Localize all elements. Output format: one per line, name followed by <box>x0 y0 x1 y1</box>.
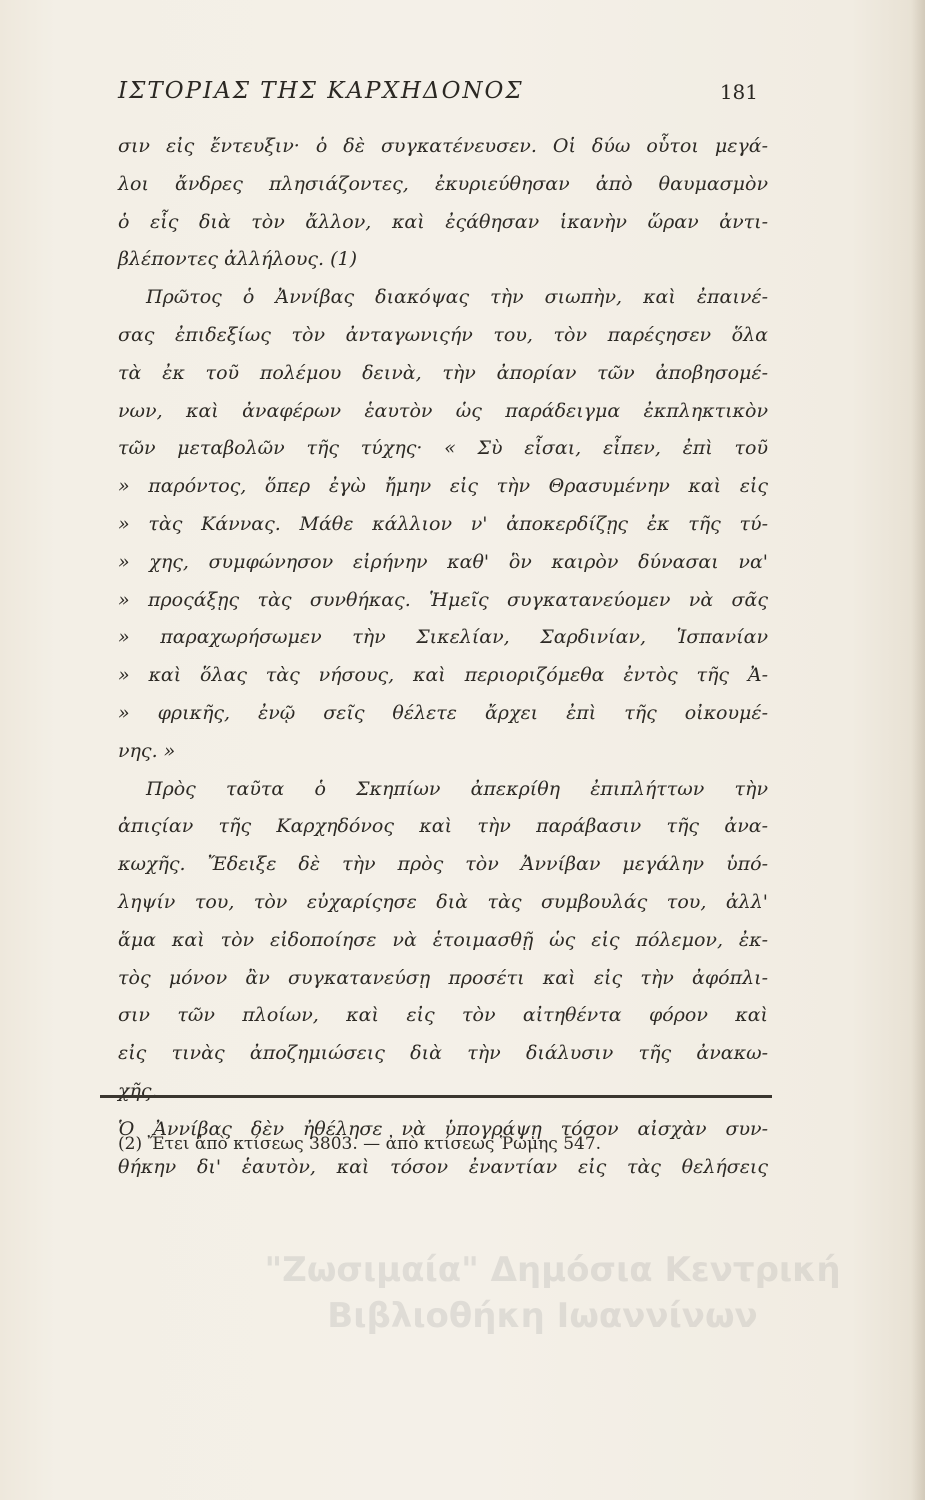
footnote: (2) Ἔτει ἀπὸ κτίσεως 3803. — ἀπὸ κτίσεως Ῥώμης 547. <box>118 1134 602 1154</box>
text-line: ληψίν του, τὸν εὐχαρίςησε διὰ τὰς συμβουλάς του, ἀλλ' <box>118 890 768 913</box>
text-line: » παραχωρήσωμεν τὴν Σικελίαν, Σαρδινίαν, Ἱσπανίαν <box>118 626 768 649</box>
text-line: » τὰς Κάννας. Μάθε κάλλιον ν' ἀποκερδίζῃς ἐκ τῆς τύ- <box>118 512 768 535</box>
footnote-rule <box>100 1095 772 1098</box>
text-line: εἰς τινὰς ἀποζημιώσεις διὰ τὴν διάλυσιν τῆς ἀνακω- <box>118 1042 768 1065</box>
text-line: σιν εἰς ἔντευξιν· ὁ δὲ συγκατένευσεν. Οἱ δύω οὗτοι μεγά- <box>118 135 768 157</box>
text-line: κωχῆς. Ἔδειξε δὲ τὴν πρὸς τὸν Ἀννίβαν μεγάλην ὑπό- <box>118 853 768 876</box>
text-line: σιν τῶν πλοίων, καὶ εἰς τὸν αἰτηθέντα φόρον καὶ <box>118 1004 768 1027</box>
text-line: λοι ἄνδρες πλησιάζοντες, ἐκυριεύθησαν ἀπὸ θαυμασμὸν <box>118 172 768 195</box>
text-line: Πρῶτος ὁ Ἀννίβας διακόψας τὴν σιωπὴν, καὶ ἐπαινέ- <box>146 286 768 309</box>
text-line: χῆς. <box>118 1079 158 1102</box>
watermark-line-1: "Ζωσιμαία" Δημόσια Κεντρική <box>264 1250 841 1290</box>
body-text <box>118 128 768 1186</box>
text-line: » προςάξῃς τὰς συνθήκας. Ἡμεῖς συγκατανεύομεν νὰ σᾶς <box>118 588 768 611</box>
text-line: βλέποντες ἀλλήλους. (1) <box>118 248 358 271</box>
watermark-line-2: Βιβλιοθήκη Ιωαννίνων <box>327 1296 758 1336</box>
text-line: τὰ ἐκ τοῦ πολέμου δεινὰ, τὴν ἀπορίαν τῶν ἀποβησομέ- <box>118 361 768 384</box>
text-line: ἀπιςίαν τῆς Καρχηδόνος καὶ τὴν παράβασιν τῆς ἀνα- <box>118 815 768 838</box>
text-line: ἅμα καὶ τὸν εἰδοποίησε νὰ ἑτοιμασθῇ ὡς εἰς πόλεμον, ἐκ- <box>118 928 768 951</box>
page-number: 181 <box>719 80 758 104</box>
text-line: νης. » <box>118 739 176 762</box>
text-line: ὁ εἷς διὰ τὸν ἄλλον, καὶ ἐςάθησαν ἱκανὴν ὥραν ἀντι- <box>118 210 768 233</box>
page-edge-shadow <box>911 0 925 1500</box>
page-header <box>118 78 758 112</box>
text-line: » χης, συμφώνησον εἰρήνην καθ' ὃν καιρὸν δύνασαι να' <box>118 550 768 573</box>
running-title: ΙΣΤΟΡΙΑΣ ΤΗΣ ΚΑΡΧΗΔΟΝΟΣ <box>118 78 524 104</box>
text-line: » παρόντος, ὅπερ ἐγὼ ἤμην εἰς τὴν Θρασυμένην καὶ εἰς <box>118 475 768 498</box>
text-line: τὸς μόνον ἂν συγκατανεύσῃ προσέτι καὶ εἰς τὴν ἀφόπλι- <box>118 966 768 989</box>
text-line: θήκην δι' ἑαυτὸν, καὶ τόσον ἐναντίαν εἰς τὰς θελήσεις <box>118 1155 768 1178</box>
text-line: Ὁ Ἀννίβας δὲν ἠθέλησε νὰ ὑπογράψῃ τόσον αἰσχὰν συν- <box>118 1117 768 1140</box>
text-line: Πρὸς ταῦτα ὁ Σκηπίων ἀπεκρίθη ἐπιπλήττων τὴν <box>146 777 768 800</box>
text-line: τῶν μεταβολῶν τῆς τύχης· « Σὺ εἶσαι, εἶπεν, ἐπὶ τοῦ <box>118 437 768 460</box>
text-line: » φρικῆς, ἐνῷ σεῖς θέλετε ἄρχει ἐπὶ τῆς οἰκουμέ- <box>118 701 768 724</box>
text-line: σας ἐπιδεξίως τὸν ἀνταγωνιςήν του, τὸν παρέςησεν ὅλα <box>118 323 768 346</box>
text-line: νων, καὶ ἀναφέρων ἑαυτὸν ὡς παράδειγμα ἐκπληκτικὸν <box>118 399 768 422</box>
text-line: » καὶ ὅλας τὰς νήσους, καὶ περιοριζόμεθα ἐντὸς τῆς Ἀ- <box>118 664 768 687</box>
